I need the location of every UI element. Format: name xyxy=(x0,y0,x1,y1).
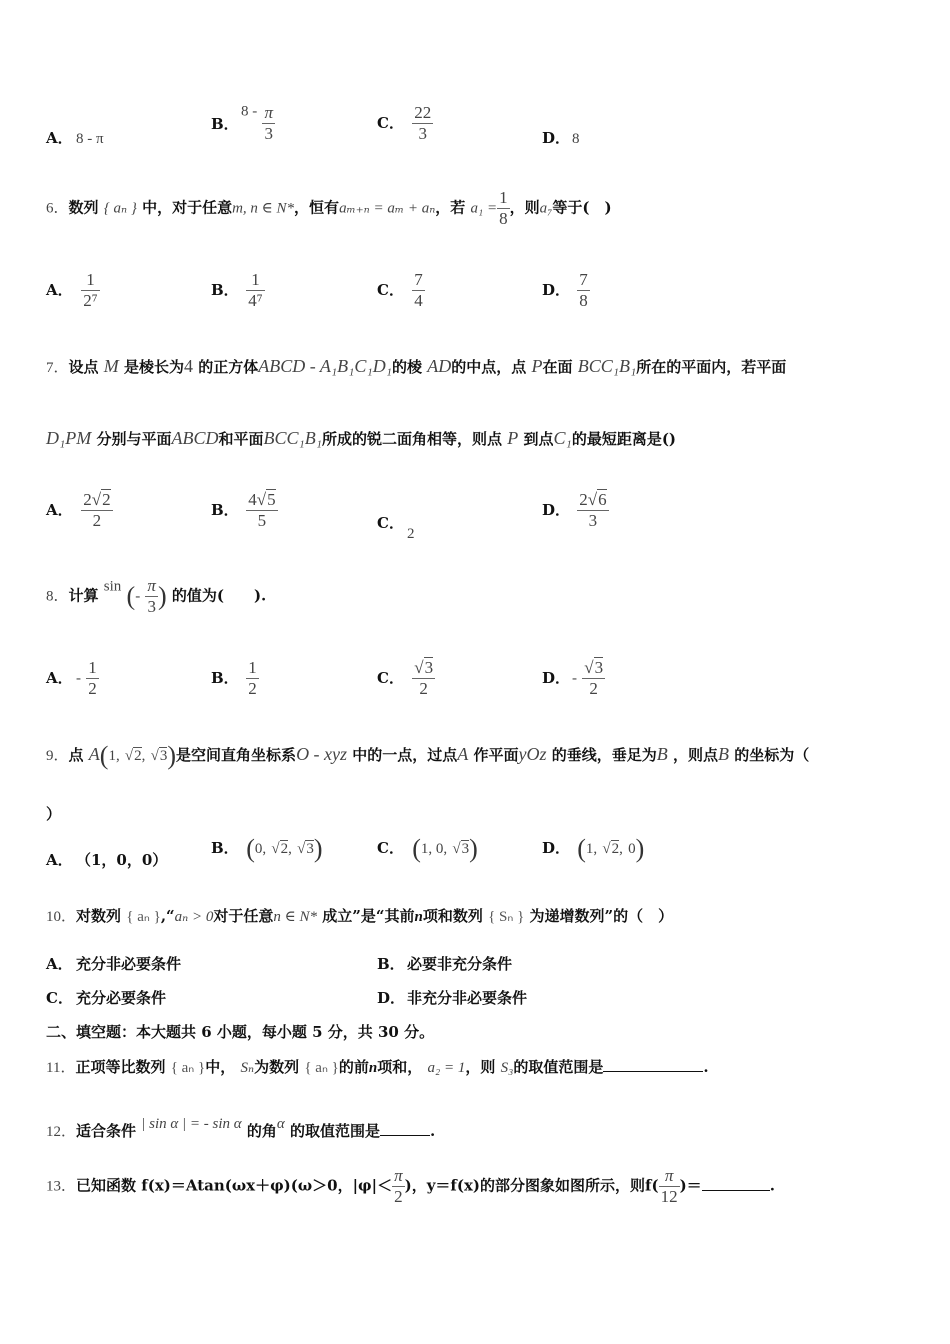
q8-option-a: A． - $\frac{1}{2}$ xyxy=(46,658,97,698)
q8-option-b: B． $\frac{1}{2}$ xyxy=(211,658,257,698)
q7-stem-line1: 7．设点 M 是棱长为4 的正方体ABCD - A₁B₁C₁D₁的棱 AD的中点，点 P在面 BCC₁B₁所在的平面内，若平面 xyxy=(46,356,787,376)
q9-option-a: A． （1，0，0） xyxy=(46,851,168,869)
q10-option-d: D． 非充分非必要条件 xyxy=(377,989,528,1007)
q9-stem-line1: 9．点 A(1, √2, √3)是空间直角坐标系O - xyz 中的一点，过点A 作平面yOz 的垂线，垂足为B ，则点B 的坐标为（ xyxy=(46,741,810,770)
q7-stem-line2: D₁PM 分别与平面ABCD和平面BCC₁B₁所成的锐二面角相等，则点 P 到点C₁的最短距离是() xyxy=(46,428,677,448)
q5-b-fraction: $\frac{\pi}{3}$ xyxy=(264,103,274,143)
q10-option-a: A． 充分非必要条件 xyxy=(46,955,182,973)
q5-option-c: C． $\frac{22}{3}$ xyxy=(377,103,432,143)
q12-stem: 12．适合条件 | sin α | = - sin α 的角α 的取值范围是 . xyxy=(46,1116,436,1140)
q8-option-c: C． $\frac{√3}{2}$ xyxy=(377,658,434,698)
q7-option-b: B． $\frac{4√5}{5}$ xyxy=(211,490,276,530)
q6-stem: 6．数列 { aₙ } 中，对于任意m, n ∈ N*，恒有aₘ₊ₙ = aₘ + aₙ，若 a₁ = $\frac{1}{8}$ ，则a₇等于( ) xyxy=(46,188,612,228)
section-heading-fill-in: 二、填空题：本大题共 6 小题，每小题 5 分，共 30 分。 xyxy=(46,1023,435,1041)
q13-answer-blank[interactable] xyxy=(702,1176,770,1191)
q11-stem: 11．正项等比数列 { aₙ }中， Sₙ为数列 { aₙ }的前n项和， a₂ = 1，则 S₃的取值范围是 . xyxy=(46,1058,709,1076)
q6-init-fraction: $\frac{1}{8}$ xyxy=(499,188,508,228)
q11-answer-blank[interactable] xyxy=(603,1057,703,1072)
q6-option-b: B． $\frac{1}{\text{4⁷}}$ xyxy=(211,270,263,310)
q10-option-b: B． 必要非充分条件 xyxy=(377,955,513,973)
q5-option-a: A． 8 - π xyxy=(46,129,104,147)
q10-option-c: C． 充分必要条件 xyxy=(46,989,167,1007)
q13-stem: 13．已知函数 f(x)＝Atan(ωx＋φ)(ω＞0，|φ|＜ $\frac{\pi}{2}$ )，y＝f(x)的部分图象如图所示，则f( $\frac{\pi}{12}$ )＝ . xyxy=(46,1166,775,1206)
q10-stem: 10．对数列 { aₙ },“aₙ > 0对于任意n ∈ N* 成立”是“其前n项和数列 { Sₙ } 为递增数列”的（ ） xyxy=(46,907,674,925)
q7-option-a: A． $\frac{2√2}{2}$ xyxy=(46,490,111,530)
q5-option-b: B．8 - $\frac{\pi}{3}$ xyxy=(211,103,274,143)
q6-option-a: A． $\frac{1}{\text{2⁷}}$ xyxy=(46,270,98,310)
q8-option-d: D． - $\frac{√3}{2}$ xyxy=(542,658,604,698)
q9-option-d: D． (1, √2, 0) xyxy=(542,834,645,863)
q8-stem: 8．计算 sin (- $\frac{\pi}{3}$ ) 的值为( ). xyxy=(46,576,267,616)
q6-option-c: C． $\frac{7}{4}$ xyxy=(377,270,423,310)
q9-option-c: C． (1, 0, √3) xyxy=(377,834,478,863)
q6-option-d: D． $\frac{7}{8}$ xyxy=(542,270,588,310)
q7-option-c: C．2 xyxy=(377,514,415,542)
q5-a-value: 8 - π xyxy=(76,131,104,147)
q7-option-d: D． $\frac{2√6}{3}$ xyxy=(542,490,607,530)
q12-answer-blank[interactable] xyxy=(380,1121,430,1136)
q5-option-d: D． 8 xyxy=(542,129,580,147)
q5-c-fraction: $\frac{22}{3}$ xyxy=(414,103,432,143)
q9-stem-line2: ） xyxy=(46,805,62,823)
q9-option-b: B． (0, √2, √3) xyxy=(211,834,323,863)
